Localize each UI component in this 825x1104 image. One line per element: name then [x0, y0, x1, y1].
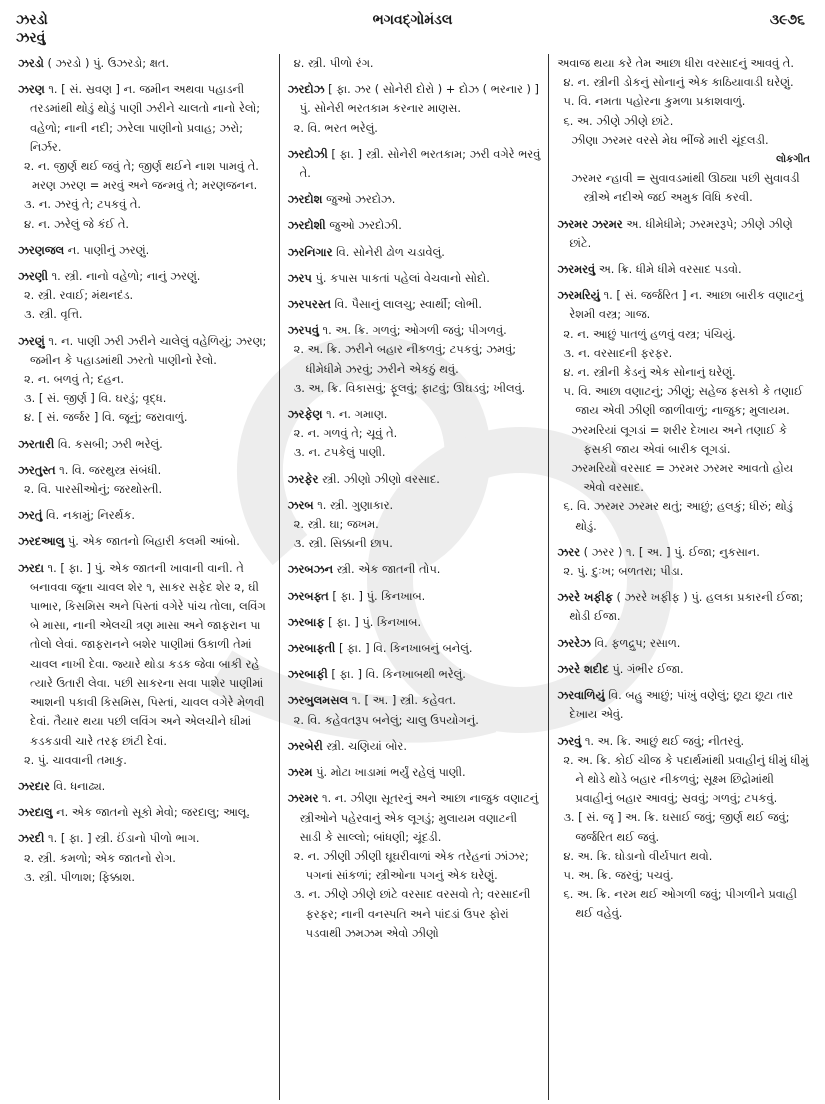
- definition-text: [ ફા. ] પું. કિનખાબ.: [332, 588, 426, 603]
- entry-headword: ઝરપવું: [287, 323, 319, 338]
- definition-text: ૧. અ. ક્રિ. આછું થઈ જવું; નીતરવું.: [584, 733, 745, 748]
- usage-example: ઝરમરિયો વરસાદ = ઝરમર ઝરમર આવતો હોય એવો વરસાદ.: [571, 461, 794, 495]
- sub-sense: ૨. ન. ઝીણી ઝીણી ઘૂઘરીવાળાં એક તરેહનાં ઝાંઝર; પગનાં સાંકળાં; સ્ત્રીઓના પગનું એક ઘરેણું.: [293, 848, 529, 883]
- dictionary-entry: [18, 532, 271, 551]
- dictionary-entry: [288, 763, 541, 782]
- entry-definition: [18, 435, 271, 454]
- definition-text: ન. પાણીનું ઝરણું.: [67, 242, 150, 257]
- entry-headword: ઝરદોશ: [287, 192, 323, 207]
- column-3: [548, 54, 818, 1100]
- definition-text: પું. એક જાતનો બિહારી કલમી આંબો.: [67, 534, 240, 549]
- definition-text: ન. એક જાતનો સૂકો મેવો; જરદાલુ; આલૂ.: [56, 805, 250, 820]
- entry-headword: ઝરણજલ: [18, 242, 65, 257]
- entry-definition: [18, 559, 271, 751]
- usage-example: ઝીણા ઝરમર વરસે મેઘ ભીંજે મારી ચૂંદલડી.: [571, 132, 769, 147]
- dictionary-entry: [288, 613, 541, 632]
- left-guideword: ઝરડો: [16, 12, 48, 28]
- sub-sense: ૪. ન. સ્ત્રીની ડોકનું સોનાનું એક કાઠિયાવાડી ઘરેણું.: [563, 75, 794, 90]
- definition-text: વિ. કસબી; ઝરી ભરેલું.: [57, 436, 163, 451]
- entry-headword: ઝરબાફ: [287, 614, 325, 629]
- entry-definition: [557, 215, 810, 253]
- entry-headword: ઝરવું: [557, 733, 582, 748]
- definition-text: સ્ત્રી. ચણિયાં બોર.: [326, 738, 407, 753]
- dictionary-entry: [557, 588, 810, 626]
- definition-text: સ્ત્રી. એક જાતની તોપ.: [336, 562, 441, 577]
- dictionary-entry: [18, 241, 271, 260]
- dictionary-entry: [557, 543, 810, 581]
- dictionary-entry: [288, 269, 541, 288]
- definition-text: સ્ત્રી. ઝીણો ઝીણો વરસાદ.: [322, 471, 440, 486]
- sub-sense: ૫. અ. ક્રિ. જરવું; પચવું.: [563, 867, 674, 882]
- dictionary-entry: [18, 506, 271, 525]
- entry-definition: [18, 241, 271, 260]
- entry-headword: ઝરમર: [287, 791, 319, 806]
- sub-sense: ૪. ન. ઝરેલું જે કંઈ તે.: [24, 216, 130, 231]
- definition-text: પું. કપાસ પાકતાં પહેલાં વેચવાનો સોદો.: [315, 270, 490, 285]
- entry-definition: [557, 732, 810, 751]
- entry-definition: [557, 634, 810, 653]
- definition-text: અવાજ થયા કરે તેમ આછા ધીરા વરસાદનું આવવું તે.: [557, 56, 794, 70]
- entry-definition: [18, 332, 271, 370]
- entry-definition: [288, 639, 541, 658]
- entry-headword: ઝરબ: [287, 497, 314, 512]
- dictionary-columns: [10, 54, 818, 1100]
- entry-headword: ઝરણી: [18, 269, 48, 284]
- dictionary-entry: [557, 686, 810, 724]
- entry-definition: [557, 686, 810, 724]
- dictionary-entry: [288, 560, 541, 579]
- entry-headword: ઝરણ: [18, 82, 45, 97]
- definition-text: ૧. સ્ત્રી. ગુણાકાર.: [317, 497, 394, 512]
- entry-headword: ઝરબેરી: [287, 738, 323, 753]
- usage-example: ઝરમરિયાં લૂગડાં = શરીર દેખાય અને તણાઈ કે ફસકી જાય એવાં બારીક લૂગડાં.: [571, 422, 787, 456]
- usage-example: મરણ ઝરણ = મરવું અને જન્મવું તે; મરણજનન.: [32, 178, 258, 193]
- definition-text: ૧. [ ફા. ] સ્ત્રી. ઈંડાનો પીળો ભાગ.: [48, 831, 200, 846]
- dictionary-entry: [18, 829, 271, 887]
- entry-headword: ઝરમરવું: [557, 262, 596, 277]
- sub-sense: ૨. ન. બળવું તે; દહન.: [24, 372, 124, 387]
- sub-sense: ૪. ન. સ્ત્રીની કેડનું એક સોનાનું ઘરેણું.: [563, 365, 736, 380]
- entry-headword: ઝરદાલુ: [18, 805, 53, 820]
- entry-headword: ઝરબુલમસલ: [287, 693, 349, 708]
- entry-headword: ઝરનિગાર: [287, 244, 333, 259]
- definition-text: ( ઝરડો ) પું. ઉઝરડો; ક્ષત.: [47, 56, 170, 70]
- dictionary-entry: [288, 54, 541, 73]
- definition-text: [ ફા. ] પું. કિનખાબ.: [328, 614, 422, 629]
- sub-sense: ૨. સ્ત્રી. કમળો; એક જાતનો રોગ.: [24, 850, 176, 865]
- dictionary-entry: [288, 737, 541, 756]
- dictionary-entry: [18, 435, 271, 454]
- entry-headword: ઝરરે ખફીફ: [557, 590, 613, 605]
- sub-sense: ૬. અ. ક્રિ. નરમ થઈ ઓગળી જવું; પીગળીને પ્રવાહી થઈ વહેવું.: [563, 887, 798, 921]
- usage-example: ઝરમર ન્હાવી = સુવાવડમાંથી ઊઠ્યા પછી સુવાવડી સ્ત્રીએ નદીએ જઈ અમુક વિધિ કરવી.: [571, 171, 800, 205]
- entry-definition: [557, 54, 810, 73]
- entry-headword: ઝરદોઝ: [287, 82, 325, 97]
- definition-text: [ ફા. ] સ્ત્રી. સોનેરી ભરતકામ; ઝરી વગેરે ભરવું તે.: [299, 146, 541, 181]
- entry-definition: [288, 190, 541, 209]
- entry-headword: ઝરદોઝી: [287, 146, 328, 161]
- entry-definition: [288, 665, 541, 684]
- sub-sense: ૬. વિ. ઝરમર ઝરમર થતું; આછું; હલકું; ધીરું; થોડું થોડું.: [563, 499, 793, 533]
- definition-text: જુઓ ઝરદોઝી.: [329, 218, 402, 233]
- dictionary-entry: [18, 461, 271, 499]
- right-guideword: ઝરવું: [16, 30, 46, 46]
- entry-definition: [288, 145, 541, 183]
- sub-sense: ૩. [ સં. જૄ ] અ. ક્રિ. ઘસાઈ જવું; જીર્ણ થઈ જવું; જર્જરિત થઈ જવું.: [563, 810, 790, 844]
- entry-definition: [557, 543, 810, 562]
- sub-sense: ૩. અ. ક્રિ. વિકાસવું; ફૂલવું; ફાટવું; ઊઘડવું; ખીલવું.: [293, 380, 526, 395]
- definition-text: ૧. અ. ક્રિ. ગળવું; ઓગળી જવું; પીગળવું.: [322, 323, 507, 338]
- entry-headword: ઝરડો: [18, 56, 44, 70]
- definition-text: વિ. નકામું; નિરર્થક.: [45, 508, 136, 523]
- entry-definition: [18, 461, 271, 480]
- sub-sense: ૪. અ. ક્રિ. ઘોડાનો વીર્યપાત થવો.: [563, 848, 713, 863]
- dictionary-entry: [288, 145, 541, 183]
- sub-sense: ૨. ન. જીર્ણ થઈ જવું તે; જીર્ણ થઈને નાશ પામવું તે.: [24, 159, 259, 174]
- definition-text: વિ. બહુ આછું; પાંખું વણેલું; છૂટા છૂટા તાર દેખાય એવું.: [569, 688, 794, 722]
- entry-definition: [288, 269, 541, 288]
- definition-text: ૧. [ સં. સ્રવણ ] ન. જમીન અથવા પહાડની તરડમાંથી થોડું થોડું પાણી ઝરીને ચાલતો નાનો રેલો; વહેળો; નાની નદી; ઝરેલા પાણીનો પ્રવાહ; ઝરો; નિર્ઝર.: [30, 82, 261, 154]
- entry-definition: [18, 777, 271, 796]
- entry-definition: [18, 803, 271, 822]
- dictionary-entry: [288, 80, 541, 138]
- entry-definition: [557, 588, 810, 626]
- entry-headword: ઝરરે શદીદ: [557, 661, 609, 676]
- page-header: [0, 12, 825, 34]
- example-attribution: લોકગીત: [776, 154, 811, 166]
- dictionary-entry: [288, 243, 541, 262]
- entry-headword: ઝરદઆલુ: [18, 534, 65, 549]
- entry-definition: [288, 470, 541, 489]
- entry-headword: ઝરદા: [18, 560, 44, 575]
- dictionary-entry: [18, 803, 271, 822]
- entry-definition: [288, 405, 541, 424]
- book-title: ભગવદ્ગોમંડલ: [372, 12, 453, 28]
- sub-sense: ૩. [ સં. જીર્ણ ] વિ. ઘરડું; વૃદ્ધ.: [24, 391, 167, 406]
- entry-headword: ઝરબઝન: [287, 562, 333, 577]
- entry-headword: ઝરમ: [287, 765, 313, 780]
- entry-definition: [557, 660, 810, 679]
- entry-definition: [557, 260, 810, 279]
- entry-definition: [288, 763, 541, 782]
- sub-sense: ૪. [ સં. જર્જર ] વિ. જૂનું; જરાવાળું.: [24, 410, 188, 425]
- definition-text: ૧. [ અ. ] સ્ત્રી. કહેવત.: [351, 693, 457, 708]
- dictionary-entry: [288, 405, 541, 463]
- dictionary-entry: [288, 216, 541, 235]
- entry-definition: [288, 321, 541, 340]
- dictionary-entry: [288, 190, 541, 209]
- entry-definition: [288, 243, 541, 262]
- sub-sense: ૨. પું. દુઃખ; બળતરા; પીડા.: [563, 564, 684, 579]
- definition-text: અ. ધીમેધીમે; ઝરમરરૂપે; ઝીણે ઝીણે છાંટે.: [569, 216, 793, 250]
- dictionary-entry: [18, 267, 271, 325]
- dictionary-entry: [288, 496, 541, 554]
- sub-sense: ૩. સ્ત્રી. સિક્કાની છાપ.: [293, 536, 393, 551]
- entry-headword: ઝરપ: [287, 270, 312, 285]
- entry-definition: [288, 691, 541, 710]
- definition-text: ૧. વિ. જરથુસ્ત્ર સંબંધી.: [59, 462, 162, 477]
- entry-definition: [288, 737, 541, 756]
- dictionary-entry: [288, 665, 541, 684]
- page-number: ૩૯૭૬: [769, 12, 805, 28]
- entry-definition: [288, 613, 541, 632]
- sub-sense: ૨. સ્ત્રી. રવાઈ; મંથનદંડ.: [24, 288, 134, 303]
- definition-text: [ ફા. ] વિ. કિનખાબનું બનેલું.: [338, 641, 473, 656]
- entry-headword: ઝરફેણ: [287, 407, 323, 422]
- entry-headword: ઝરતારી: [18, 436, 55, 451]
- sub-sense: ૩. ન. ઝરવું તે; ટપકવું તે.: [24, 197, 141, 212]
- entry-headword: ઝરપરસ્ત: [287, 297, 331, 312]
- dictionary-entry: [18, 559, 271, 770]
- sub-sense: ૫. વિ. નમતા પહોરના કુમળા પ્રકાશવાળું.: [563, 94, 746, 109]
- entry-headword: ઝરબાફતી: [287, 641, 336, 656]
- sub-sense: ૩. સ્ત્રી. વૃત્તિ.: [24, 307, 83, 322]
- entry-definition: [18, 54, 271, 73]
- entry-headword: ઝરમર ઝરમર: [557, 216, 623, 231]
- entry-headword: ઝરદી: [18, 831, 45, 846]
- sub-sense: ૨. વિ. પારસીઓનું; જરથોસ્તી.: [24, 482, 163, 497]
- sub-sense: ૬. અ. ઝીણે ઝીણે છાંટે.: [563, 113, 674, 128]
- entry-headword: ઝરતું: [18, 508, 43, 523]
- entry-definition: [288, 560, 541, 579]
- dictionary-entry: [288, 321, 541, 398]
- definition-text: ( ઝરર ) ૧. [ અ. ] પું. ઈજા; નુકસાન.: [583, 544, 760, 559]
- definition-text: અ. ક્રિ. ધીમે ધીમે વરસાદ પડવો.: [598, 262, 742, 277]
- dictionary-entry: [557, 260, 810, 279]
- dictionary-entry: [288, 691, 541, 729]
- dictionary-entry: [288, 587, 541, 606]
- dictionary-entry: [557, 54, 810, 208]
- entry-headword: ઝરબફ્ત: [287, 588, 329, 603]
- entry-definition: [18, 267, 271, 286]
- sub-sense: ૪. સ્ત્રી. પીળો રંગ.: [293, 56, 374, 70]
- sub-sense: ૨. સ્ત્રી. ઘા; જખમ.: [293, 517, 379, 532]
- dictionary-entry: [557, 634, 810, 653]
- dictionary-entry: [557, 215, 810, 253]
- sub-sense: ૫. વિ. આછા વણાટનું; ઝીણું; સહેજ ફસકો કે તણાઈ જાય એવી ઝીણી જાળીવાળું; નાજુક; મુલાયમ.: [563, 384, 803, 418]
- definition-text: ૧. સ્ત્રી. નાનો વહેળો; નાનું ઝરણું.: [51, 269, 201, 284]
- sub-sense: ૨. ન. ગળવું તે; ચૂવું તે.: [293, 426, 398, 441]
- definition-text: વિ. સોનેરી ઢોળ ચડાવેલું.: [336, 244, 445, 259]
- definition-text: વિ. પૈસાનું લાલચુ; સ્વાર્થી; લોભી.: [334, 297, 482, 312]
- sub-sense: ૨. વિ. કહેવતરૂપ બનેલું; ચાલુ ઉપયોગનું.: [293, 712, 479, 727]
- dictionary-entry: [18, 80, 271, 234]
- entry-definition: [288, 80, 541, 118]
- entry-headword: ઝરર: [557, 544, 580, 559]
- dictionary-entry: [557, 732, 810, 924]
- sub-sense: ૩. ન. ટપકેલું પાણી.: [293, 445, 386, 460]
- definition-text: ૧. ન. પાણી ઝરી ઝરીને ચાલેલું વહેળિયું; ઝરણ; જમીન કે પહાડમાંથી ઝરતો પાણીનો રેલો.: [30, 333, 267, 367]
- entry-headword: ઝરતુસ્ત: [18, 462, 56, 477]
- definition-text: વિ. ધનાઢ્ય.: [53, 778, 106, 793]
- sub-sense: ૨. પું. ચાવવાની તમાકુ.: [24, 752, 127, 767]
- entry-definition: [18, 506, 271, 525]
- definition-text: ૧. ન. ઝીણા સૂતરનું અને આછા નાજુક વણાટનું સ્ત્રીઓને પહેરવાનું એક લૂગડું; મુલાયમ વણાટની સાડી કે સાલ્લો; બાંધણી; ચૂંદડી.: [299, 791, 539, 844]
- entry-headword: ઝરફેર: [287, 471, 319, 486]
- definition-text: પું. ગંભીર ઈજા.: [612, 661, 684, 676]
- entry-headword: ઝરદાર: [18, 778, 50, 793]
- column-1: [10, 54, 279, 1100]
- entry-definition: [557, 286, 810, 324]
- entry-headword: ઝરદોશી: [287, 218, 326, 233]
- definition-text: ૧. [ ફા. ] પું. એક જાતની ખાવાની વાની. તે બનાવવા જૂના ચાવલ શેર ૧, સાકર સફેદ શેર ૨, ઘી પાભાર, કિસમિસ અને પિસ્તાં વગેરે પાંચ તોલા, લવિંગ બે માસા, નાની એલચી ત્રણ માસા અને જાફરાન પા તોલો લેવાં. જાફરાનને બશેર પાણીમાં ઉકાળી તેમાં ચાવલ નાખી દેવા. જ્યારે થોડા કડક જેવા બાકી રહે ત્યારે ઉતારી લેવા. પછી સાકરના સવા પાશેર પાણીમાં આશની પકાવી કિસમિસ, પિસ્તાં, ચાવલ વગેરે મેળવી દેવાં. તૈયાર થયા પછી લવિંગ અને એલચીને ઘીમાં કડકડાવી ચારે તરફ છાંટી દેવાં.: [30, 560, 266, 748]
- dictionary-entry: [18, 54, 271, 73]
- definition-text: જુઓ ઝરદોઝ.: [326, 192, 396, 207]
- entry-definition: [288, 295, 541, 314]
- dictionary-entry: [288, 639, 541, 658]
- sub-sense: ૨. અ. ક્રિ. કોઈ ચીજ કે પદાર્થમાંથી પ્રવાહીનું ધીમું ધીમું ને થોડે થોડે બહાર નીકળવું; સૂક્ષ્મ છિદ્રોમાંથી પ્રવાહીનું બહાર આવવું; સ્રવવું; ગળવું; ટપકવું.: [563, 752, 809, 806]
- sub-sense: ૩. સ્ત્રી. પીળાશ; ફિક્કાશ.: [24, 869, 136, 884]
- definition-text: વિ. ફળદ્રુપ; રસાળ.: [594, 635, 681, 650]
- definition-text: ૧. ન. ગમાણ.: [326, 407, 388, 422]
- dictionary-entry: [288, 789, 541, 943]
- entry-headword: ઝરબાફી: [287, 667, 328, 682]
- entry-headword: ઝરવાળિયું: [557, 688, 605, 703]
- entry-definition: [288, 216, 541, 235]
- entry-headword: ઝરરેઝ: [557, 635, 591, 650]
- dictionary-entry: [288, 295, 541, 314]
- definition-text: [ ફા. ] વિ. કિનખાબથી ભરેલું.: [331, 667, 466, 682]
- definition-text: પું. મોટા ખાડામાં ભર્યું રહેલું પાણી.: [316, 765, 466, 780]
- entry-headword: ઝરમરિયું: [557, 288, 600, 303]
- entry-definition: [288, 496, 541, 515]
- dictionary-entry: [557, 660, 810, 679]
- entry-definition: [288, 587, 541, 606]
- entry-definition: [288, 789, 541, 847]
- sub-sense: ૨. અ. ક્રિ. ઝરીને બહાર નીકળવું; ટપકવું; ઝમવું; ધીમેધીમે ઝરવું; ઝરીને એકઠું થવું.: [293, 342, 517, 376]
- sub-sense: ૩. ન. વરસાદની ફરફર.: [563, 345, 673, 360]
- dictionary-entry: [557, 286, 810, 536]
- dictionary-entry: [18, 777, 271, 796]
- entry-definition: [18, 532, 271, 551]
- definition-text: ( ઝરરે ખફીફ ) પું. હલકા પ્રકારની ઈજા; થોડી ઈજા.: [569, 590, 804, 624]
- column-2: [279, 54, 549, 1100]
- sub-sense: ૨. વિ. ભરત ભરેલું.: [293, 120, 378, 135]
- entry-definition: [18, 80, 271, 157]
- dictionary-entry: [18, 332, 271, 428]
- entry-definition: [18, 829, 271, 848]
- sub-sense: ૩. ન. ઝીણે ઝીણે છાંટે વરસાદ વરસવો તે; વરસાદની ફરફર; નાની વનસ્પતિ અને પાંદડાં ઉપર ફોરાં પડવાથી ઝમઝમ એવો ઝીણો: [293, 887, 531, 940]
- sub-sense: ૨. ન. આછું પાતળું હળવું વસ્ત્ર; પંચિયું.: [563, 326, 736, 341]
- definition-text: [ ફા. ઝર ( સોનેરી દોરો ) + દોઝ ( ભરનાર ) ] પું. સોનેરી ભરતકામ કરનાર માણસ.: [299, 82, 540, 116]
- definition-text: ૧. [ સં. જર્જરિત ] ન. આછા બારીક વણાટનું રેશમી વસ્ત્ર; ગાજ.: [569, 288, 804, 322]
- dictionary-entry: [288, 470, 541, 489]
- entry-headword: ઝરણું: [18, 333, 45, 348]
